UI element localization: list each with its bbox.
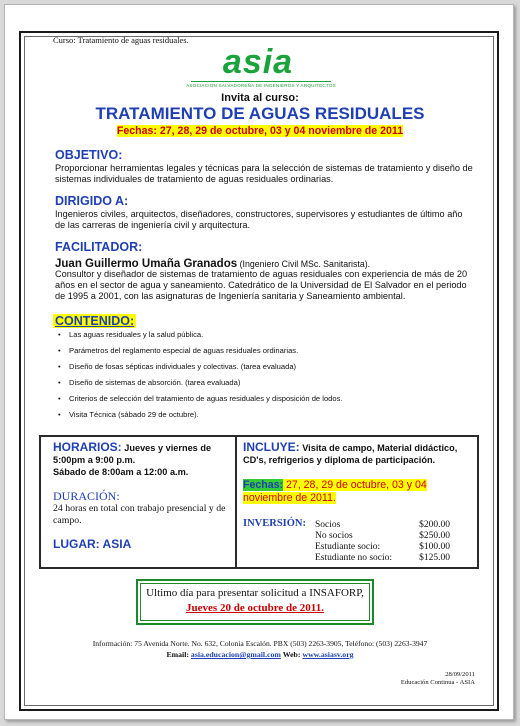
table-row [315, 553, 450, 564]
details-divider [235, 437, 237, 567]
duracion-text: 24 horas en total con trabajo presencial y de campo. [53, 503, 226, 526]
invite-text: Invita al curso: [221, 92, 299, 104]
facilitador-title-note: (Ingeniero Civil MSc. Sanitarista). [237, 259, 371, 269]
list-item-text: Diseño de fosas sépticas individuales y colectivas. (tarea evaluada) [69, 362, 297, 371]
dirigido-text: Ingenieros civiles, arquitectos, diseñadores, constructores, supervisores y estudiantes de último año de las carreras de ingeniería civil y arquitectura. [55, 209, 463, 230]
list-item-text: Parámetros del reglamento especial de aguas residuales ordinarias. [69, 346, 299, 355]
price-amount: $250.00 [419, 531, 450, 541]
horarios-block [53, 441, 231, 478]
bullet-icon: • [58, 330, 61, 339]
dirigido-heading: DIRIGIDO A: [55, 194, 129, 208]
bullet-icon: • [58, 362, 61, 371]
fechas2-value: 27, 28, 29 de octubre, 03 y 04 noviembre de 2011. [243, 479, 427, 504]
facilitador-name: Juan Guillermo Umaña Granados [55, 258, 238, 270]
price-amount: $200.00 [419, 520, 450, 530]
dates-label: Fechas: [116, 125, 157, 137]
lugar-value: ASIA [99, 537, 132, 551]
price-amount: $125.00 [419, 553, 450, 563]
footer-info: Información: 75 Avenida Norte. No. 632, Colonia Escalón. PBX (503) 2263-3905, Teléfono: (503) 2263-3947 [92, 639, 428, 648]
page [4, 4, 514, 720]
list-item-text: Diseño de sistemas de absorción. (tarea evaluada) [69, 378, 241, 387]
bullet-icon: • [58, 394, 61, 403]
contenido-heading-highlight: CONTENIDO: [55, 314, 135, 328]
table-row [315, 520, 450, 531]
logo-underline [191, 81, 331, 82]
list-item [57, 410, 457, 426]
deadline-line2: Jueves 20 de octubre de 2011. [186, 602, 324, 614]
list-item [57, 330, 457, 346]
fechas2-block [243, 479, 473, 504]
facilitador-heading: FACILITADOR: [55, 240, 143, 254]
email-label: Email: [166, 650, 189, 659]
objetivo-heading: OBJETIVO: [55, 148, 123, 162]
horarios-line1: Jueves y viernes de [124, 443, 212, 453]
lugar-line [53, 537, 131, 551]
logo-subtitle: ASOCIACION SALVADOREÑA DE INGENIEROS Y ARQUITECTOS [186, 83, 336, 88]
duracion-heading: DURACIÓN: [53, 489, 120, 503]
incluye-text: Visita de campo, Material didáctico, CD's, refrigerios y diploma de participación. [243, 443, 458, 465]
list-item [57, 346, 457, 362]
asia-logo: asia [222, 43, 294, 81]
lugar-heading: LUGAR: [53, 537, 100, 551]
incluye-block [243, 441, 473, 466]
web-label: Web: [282, 650, 301, 659]
list-item [57, 362, 457, 378]
price-amount: $100.00 [419, 542, 450, 552]
incluye-heading: INCLUYE: [243, 440, 300, 454]
contenido-list [57, 330, 457, 426]
bullet-icon: • [58, 378, 61, 387]
table-row [315, 531, 450, 542]
list-item [57, 378, 457, 394]
bullet-icon: • [58, 346, 61, 355]
deadline-line1: Ultimo día para presentar solicitud a INSAFORP, [146, 587, 364, 599]
inversion-heading: INVERSIÓN: [243, 518, 307, 529]
web-link[interactable]: www.asiasv.org [302, 650, 354, 659]
course-header: Curso: Tratamiento de aguas residuales. [53, 35, 189, 45]
deadline-box [136, 579, 374, 625]
intro-dates-highlight [117, 125, 403, 137]
list-item-text: Criterios de selección del tratamiento de aguas residuales y disposición de lodos. [69, 394, 343, 403]
objetivo-text: Proporcionar herramientas legales y técnicas para la selección de sistemas de tratamiento y diseño de sistemas individuales de tratamiento de aguas residuales ordinarias. [55, 163, 473, 184]
facilitador-bio: Consultor y diseñador de sistemas de tratamiento de aguas residuales con experiencia de más de 20 años en el sector de agua y saneamiento. Catedrático de la Universidad de El Salvador en el periodo de 1995 a 2001, con las asignaturas de Ingeniería sanitaria y Saneamiento ambiental. [55, 269, 468, 301]
price-label: Estudiante no socio: [315, 553, 393, 563]
email-link[interactable]: asia.educacion@gmail.com [190, 650, 281, 659]
horarios-line2: 5:00pm a 9:00 p.m. [53, 455, 136, 465]
dates-value: 27, 28, 29 de octubre, 03 y 04 noviembre de 2011 [159, 125, 404, 137]
footer-contact [5, 650, 515, 659]
footer-date: 28/09/2011 [445, 671, 475, 678]
fechas2-label: Fechas: [243, 479, 284, 491]
deadline-box-inner [140, 583, 370, 621]
bullet-icon: • [58, 410, 61, 419]
horarios-heading: HORARIOS: [53, 440, 122, 454]
inversion-table [315, 520, 450, 564]
intro-dates [5, 125, 515, 137]
list-item-text: Las aguas residuales y la salud pública. [69, 330, 204, 339]
price-label: Socios [315, 520, 341, 530]
price-label: Estudiante socio: [315, 542, 381, 552]
footer-dept: Educación Continua - ASIA [400, 679, 475, 686]
course-title: TRATAMIENTO DE AGUAS RESIDUALES [95, 104, 425, 123]
table-row [315, 542, 450, 553]
horarios-line3: Sábado de 8:00am a 12:00 a.m. [53, 467, 189, 477]
list-item [57, 394, 457, 410]
list-item-text: Visita Técnica (sábado 29 de octubre). [69, 410, 199, 419]
price-label: No socios [315, 531, 353, 541]
contenido-heading [53, 314, 136, 328]
details-box [39, 435, 479, 569]
